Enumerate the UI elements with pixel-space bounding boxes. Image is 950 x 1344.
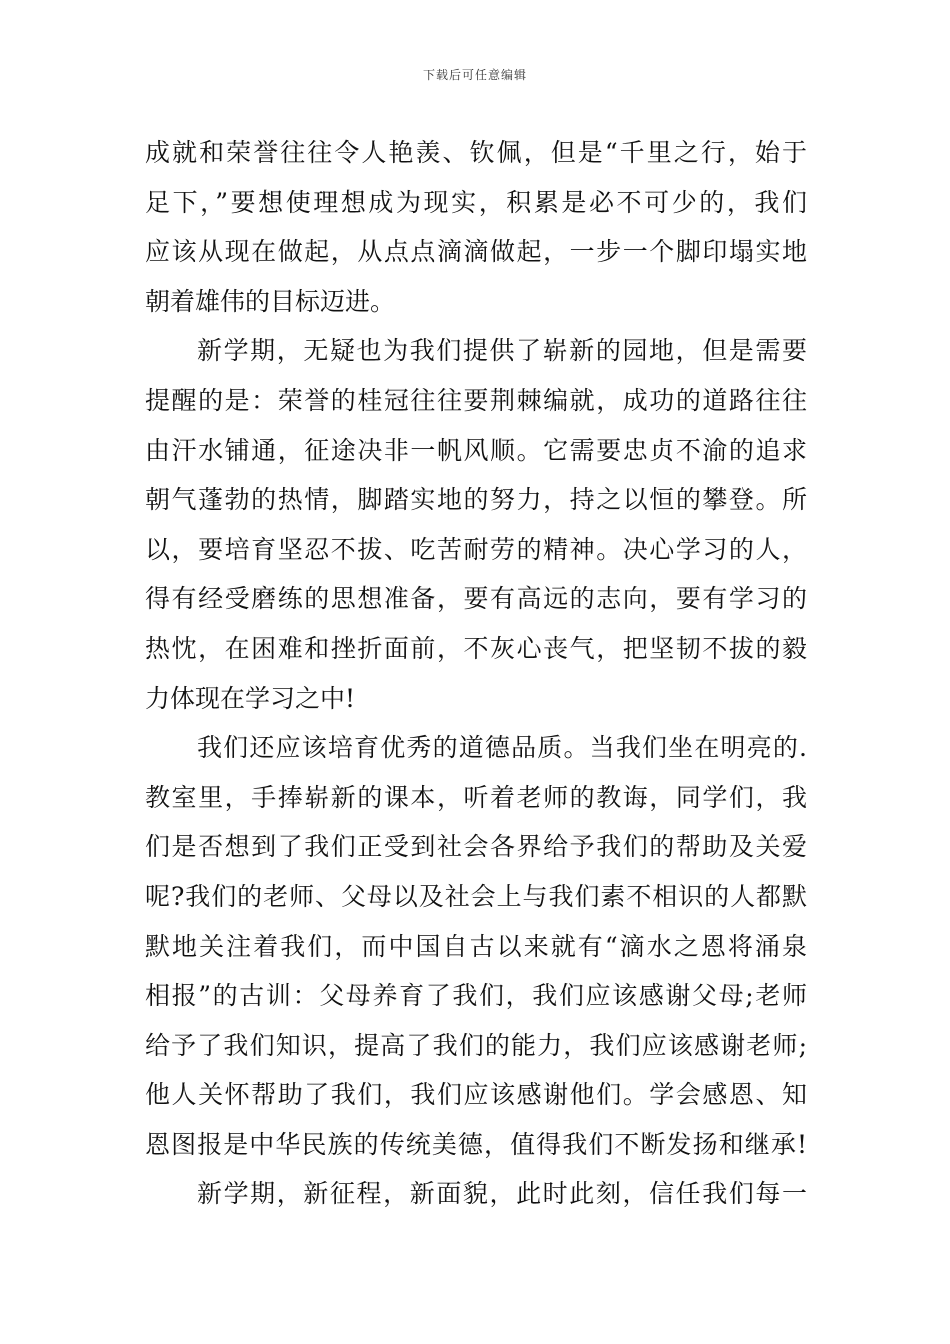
text-line: 默地关注着我们，而中国自古以来就有“滴水之恩将涌泉 [145,931,807,961]
document-body [145,128,807,1219]
text-line: 新学期，无疑也为我们提供了崭新的园地，但是需要 [197,336,807,366]
text-line: 热忱，在困难和挫折面前，不灰心丧气，把坚韧不拔的毅 [145,633,807,663]
page-header-note: 下载后可任意编辑 [422,68,527,82]
text-line: 们是否想到了我们正受到社会各界给予我们的帮助及关爱 [145,832,807,862]
text-line: 恩图报是中华民族的传统美德，值得我们不断发扬和继承! [145,1129,807,1159]
text-line: 提醒的是：荣誉的桂冠往往要荆棘编就，成功的道路往往 [145,385,807,415]
text-line: 由汗水铺通，征途决非一帆风顺。它需要忠贞不渝的追求 [145,435,807,465]
text-line: 呢?我们的老师、父母以及社会上与我们素不相识的人都默 [145,881,807,911]
text-line: 应该从现在做起，从点点滴滴做起，一步一个脚印塌实地 [145,237,807,267]
text-line: 他人关怀帮助了我们，我们应该感谢他们。学会感恩、知 [145,1080,807,1110]
text-line: 教室里，手捧崭新的课本，听着老师的教诲，同学们，我 [145,782,807,812]
text-line: 朝气蓬勃的热情，脚踏实地的努力，持之以恒的攀登。所 [145,485,807,515]
text-line: 朝着雄伟的目标迈进。 [145,286,396,316]
text-line: 成就和荣誉往往令人艳羡、钦佩，但是“千里之行，始于 [145,138,807,167]
text-line: 以，要培育坚忍不拔、吃苦耐劳的精神。决心学习的人， [145,534,807,564]
text-line: 给予了我们知识，提高了我们的能力，我们应该感谢老师; [145,1030,807,1060]
text-line: 得有经受磨练的思想准备，要有高远的志向，要有学习的 [145,584,807,614]
text-line: 我们还应该培育优秀的道德品质。当我们坐在明亮的. [197,733,807,763]
text-line: 新学期，新征程，新面貌，此时此刻，信任我们每一 [197,1179,807,1209]
text-line: 足下，”要想使理想成为现实，积累是必不可少的，我们 [145,187,807,217]
text-line: 相报”的古训：父母养育了我们，我们应该感谢父母;老师 [145,981,807,1011]
text-line: 力体现在学习之中! [145,683,356,713]
